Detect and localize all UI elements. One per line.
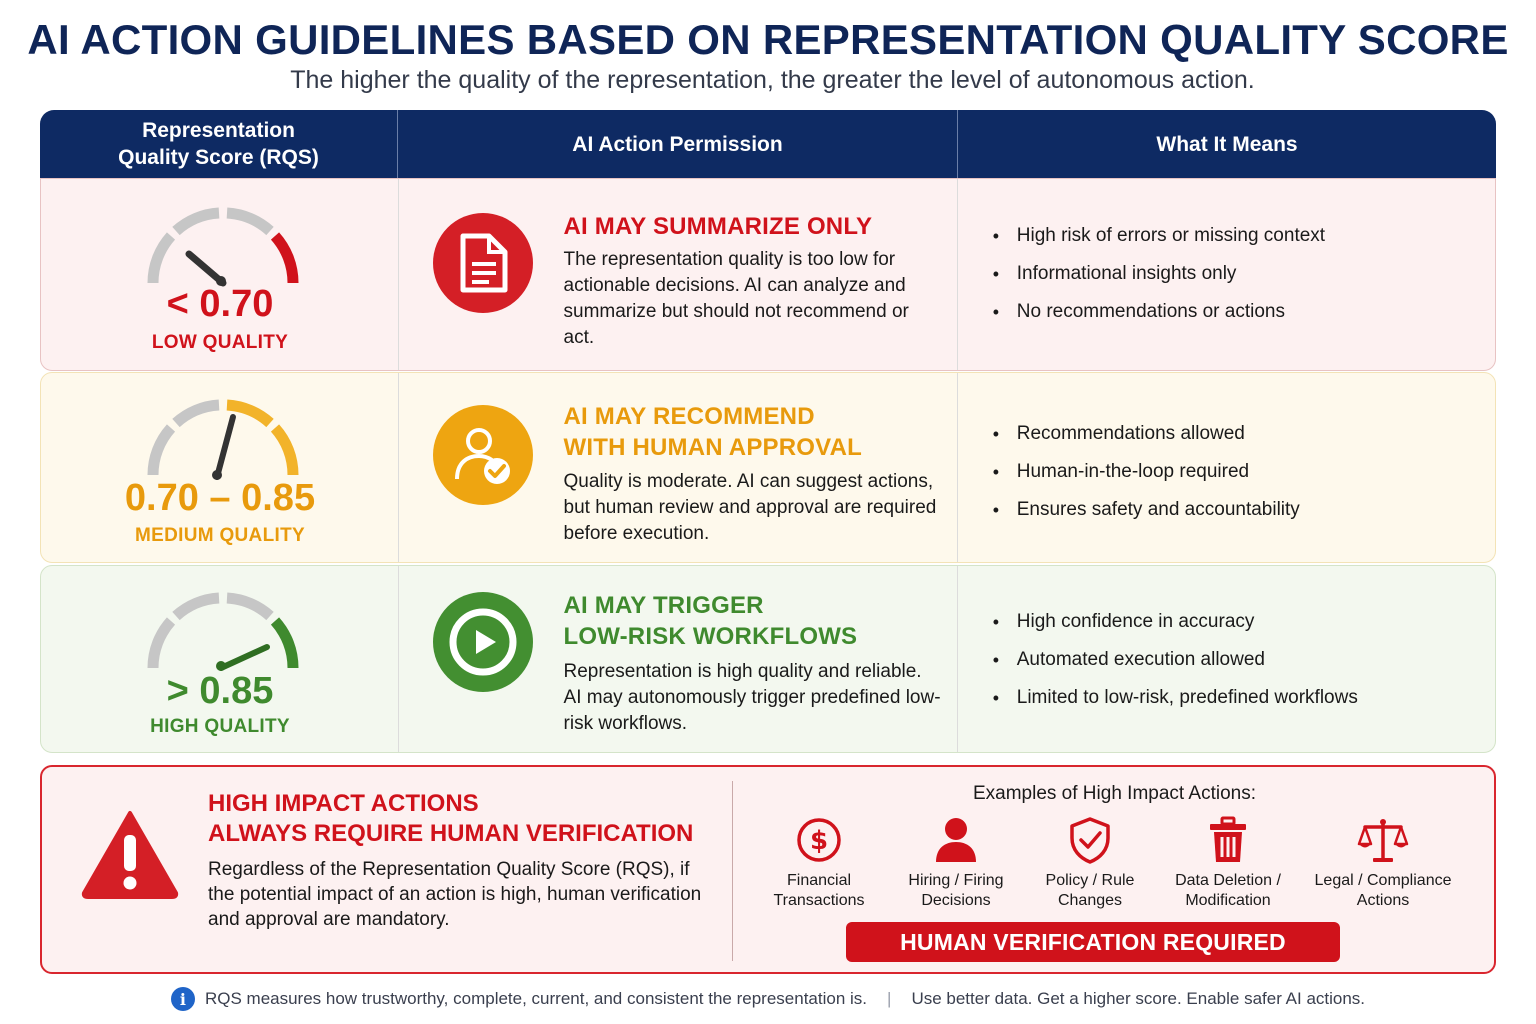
- rqs-score: 0.70 – 0.85: [124, 477, 316, 519]
- example-data-deletion: [1158, 815, 1298, 911]
- permission-title-line: AI MAY TRIGGER: [563, 592, 764, 619]
- page-title: AI ACTION GUIDELINES BASED ON REPRESENTATION QUALITY SCORE: [27, 16, 1509, 63]
- list-item: • High risk of errors or missing context: [993, 217, 1325, 255]
- example-label: Legal / Compliance: [1314, 872, 1452, 889]
- header-rqs: [40, 110, 398, 178]
- list-item: • No recommendations or actions: [993, 293, 1325, 331]
- scales-icon: [1357, 816, 1409, 864]
- permission-description: The representation quality is too low for actionable decisions. AI can analyze and summarize but should not recommend or act.: [563, 249, 909, 348]
- permission-title: [564, 211, 873, 242]
- example-label: Changes: [1057, 892, 1123, 909]
- permission-title-line: AI MAY RECOMMEND: [563, 403, 815, 430]
- rqs-cell: [41, 179, 399, 370]
- permission-cell: [399, 373, 958, 562]
- permission-description: Representation is high quality and reliable. AI may autonomously trigger predefined low-risk workflows.: [563, 661, 941, 734]
- meaning-list: [993, 603, 1358, 717]
- example-hiring: [886, 815, 1026, 911]
- list-item: • Automated execution allowed: [993, 641, 1358, 679]
- list-item: • Human-in-the-loop required: [993, 453, 1300, 491]
- person-icon: [932, 816, 980, 864]
- gauge-icon: [143, 199, 303, 289]
- meaning-cell: [958, 179, 1495, 370]
- permission-title: [564, 401, 862, 463]
- list-item: • Recommendations allowed: [993, 415, 1300, 453]
- meaning-cell: [958, 566, 1495, 752]
- permission-title-line: AI MAY SUMMARIZE ONLY: [563, 213, 873, 240]
- example-policy: [1020, 815, 1160, 911]
- meaning-cell: [958, 373, 1495, 562]
- header-permission: [398, 110, 958, 178]
- user-check-icon: [433, 405, 533, 505]
- footer-separator: |: [887, 989, 892, 1008]
- example-legal: [1301, 815, 1465, 911]
- rqs-score: > 0.85: [166, 670, 274, 712]
- example-financial: [749, 815, 889, 911]
- example-label: Financial: [786, 872, 852, 889]
- table-row-medium: [40, 372, 1496, 563]
- example-label: Transactions: [773, 892, 865, 909]
- human-verification-banner: HUMAN VERIFICATION REQUIRED: [846, 922, 1340, 962]
- rqs-cell: [41, 566, 399, 752]
- footer-left-text: RQS measures how trustworthy, complete, current, and consistent the representation is.: [204, 989, 868, 1008]
- shield-check-icon: [1068, 816, 1112, 864]
- impact-title: [208, 789, 693, 849]
- trash-icon: [1208, 816, 1248, 864]
- example-label: Policy / Rule: [1045, 872, 1135, 889]
- footer: [0, 987, 1536, 1011]
- dollar-icon: [795, 816, 843, 864]
- guidelines-table: [40, 110, 1496, 178]
- permission-cell: [399, 179, 958, 370]
- example-label: Data Deletion /: [1175, 872, 1281, 889]
- meaning-list: [993, 217, 1325, 331]
- warning-icon: [80, 809, 180, 899]
- list-item: • High confidence in accuracy: [993, 603, 1358, 641]
- svg-text:$: $: [809, 826, 829, 856]
- example-label: Hiring / Firing: [908, 872, 1004, 889]
- permission-title-line: WITH HUMAN APPROVAL: [563, 434, 862, 461]
- impact-description: Regardless of the Representation Quality Score (RQS), if the potential impact of an action is high, human verification and approval are mandatory.: [208, 859, 702, 930]
- table-row-low: [40, 178, 1496, 371]
- header-meaning-label: What It Means: [1156, 132, 1298, 156]
- gauge-icon: [143, 584, 303, 674]
- rqs-level: HIGH QUALITY: [150, 716, 290, 737]
- header-meaning: [958, 110, 1496, 178]
- high-impact-panel: [40, 765, 1496, 974]
- impact-title-line: ALWAYS REQUIRE HUMAN VERIFICATION: [208, 820, 694, 847]
- rqs-cell: [41, 373, 399, 562]
- document-icon: [433, 213, 533, 313]
- rqs-score: < 0.70: [166, 283, 274, 325]
- meaning-list: [993, 415, 1300, 529]
- permission-description: Quality is moderate. AI can suggest actions, but human review and approval are required before execution.: [563, 471, 937, 544]
- header-rqs-label: Representation Quality Score (RQS): [118, 119, 319, 169]
- gauge-icon: [143, 391, 303, 481]
- example-label: Modification: [1185, 892, 1271, 909]
- list-item: • Ensures safety and accountability: [993, 491, 1300, 529]
- impact-title-line: HIGH IMPACT ACTIONS: [208, 790, 479, 817]
- table-header: [40, 110, 1496, 178]
- list-item: • Limited to low-risk, predefined workflows: [993, 679, 1358, 717]
- info-icon: i: [171, 987, 195, 1011]
- header-permission-label: AI Action Permission: [572, 132, 783, 156]
- permission-title-line: LOW-RISK WORKFLOWS: [563, 623, 858, 650]
- table-row-high: [40, 565, 1496, 753]
- permission-title: [564, 590, 858, 652]
- example-label: Decisions: [921, 892, 991, 909]
- permission-cell: [399, 566, 958, 752]
- examples-title: Examples of High Impact Actions:: [972, 783, 1256, 804]
- footer-right-text: Use better data. Get a higher score. Enable safer AI actions.: [911, 989, 1366, 1008]
- play-icon: [433, 592, 533, 692]
- rqs-level: MEDIUM QUALITY: [135, 525, 305, 546]
- list-item: • Informational insights only: [993, 255, 1325, 293]
- divider: [732, 781, 733, 961]
- example-label: Actions: [1356, 892, 1410, 909]
- rqs-level: LOW QUALITY: [151, 332, 289, 353]
- page-subtitle: The higher the quality of the representation, the greater the level of autonomous action.: [290, 66, 1255, 94]
